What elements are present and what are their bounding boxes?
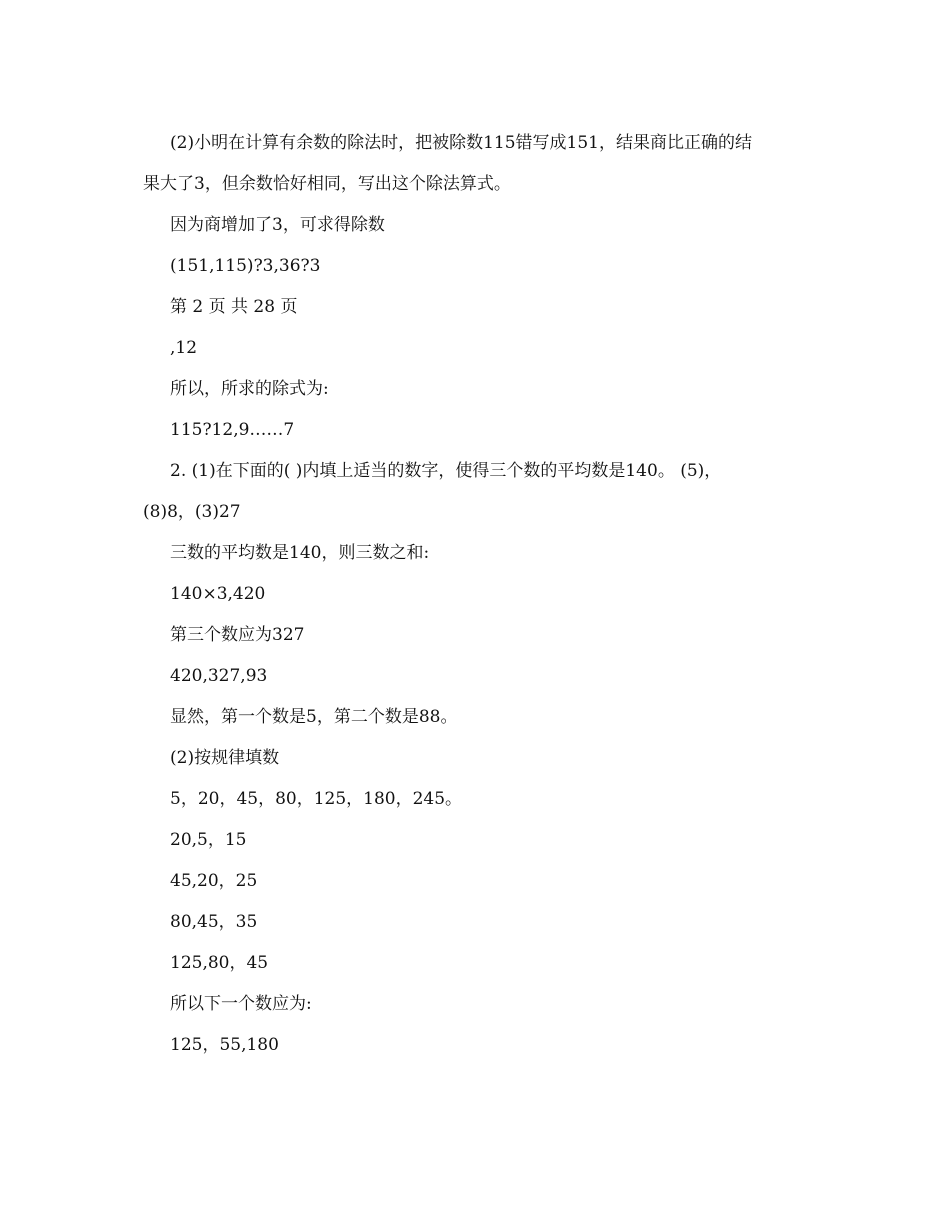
paragraph-line: 因为商增加了3，可求得除数 (170, 215, 385, 235)
paragraph-line: 第三个数应为327 (170, 625, 305, 645)
formula-line: (151,115)?3,36?3 (170, 256, 321, 276)
paragraph-line-problem-2-2-cont: 果大了3，但余数恰好相同，写出这个除法算式。 (143, 174, 511, 194)
paragraph-line: 显然，第一个数是5，第二个数是88。 (170, 707, 458, 727)
paragraph-line-problem-2-2: (2)小明在计算有余数的除法时，把被除数115错写成151，结果商比正确的结 (170, 133, 752, 153)
formula-line: 20,5，15 (170, 830, 247, 850)
formula-line: 420,327,93 (170, 666, 268, 686)
formula-line: 115?12,9……7 (170, 420, 295, 440)
formula-line: 125，55,180 (170, 1035, 279, 1055)
paragraph-line-problem-2-cont: (8)8，(3)27 (143, 502, 241, 522)
formula-line: 140×3,420 (170, 584, 266, 604)
paragraph-line: 所以下一个数应为: (170, 994, 312, 1014)
paragraph-line-problem-2: 2. (1)在下面的( )内填上适当的数字，使得三个数的平均数是140。 (5)， (170, 461, 722, 481)
page-number: 第 2 页 共 28 页 (170, 297, 298, 317)
paragraph-line: 三数的平均数是140，则三数之和: (170, 543, 430, 563)
formula-line: 80,45，35 (170, 912, 258, 932)
formula-line: 125,80，45 (170, 953, 269, 973)
formula-line: ,12 (170, 338, 198, 358)
paragraph-line-subproblem: (2)按规律填数 (170, 748, 280, 768)
paragraph-line: 所以，所求的除式为: (170, 379, 329, 399)
sequence-line: 5，20，45，80，125，180，245。 (170, 789, 463, 809)
formula-line: 45,20，25 (170, 871, 258, 891)
